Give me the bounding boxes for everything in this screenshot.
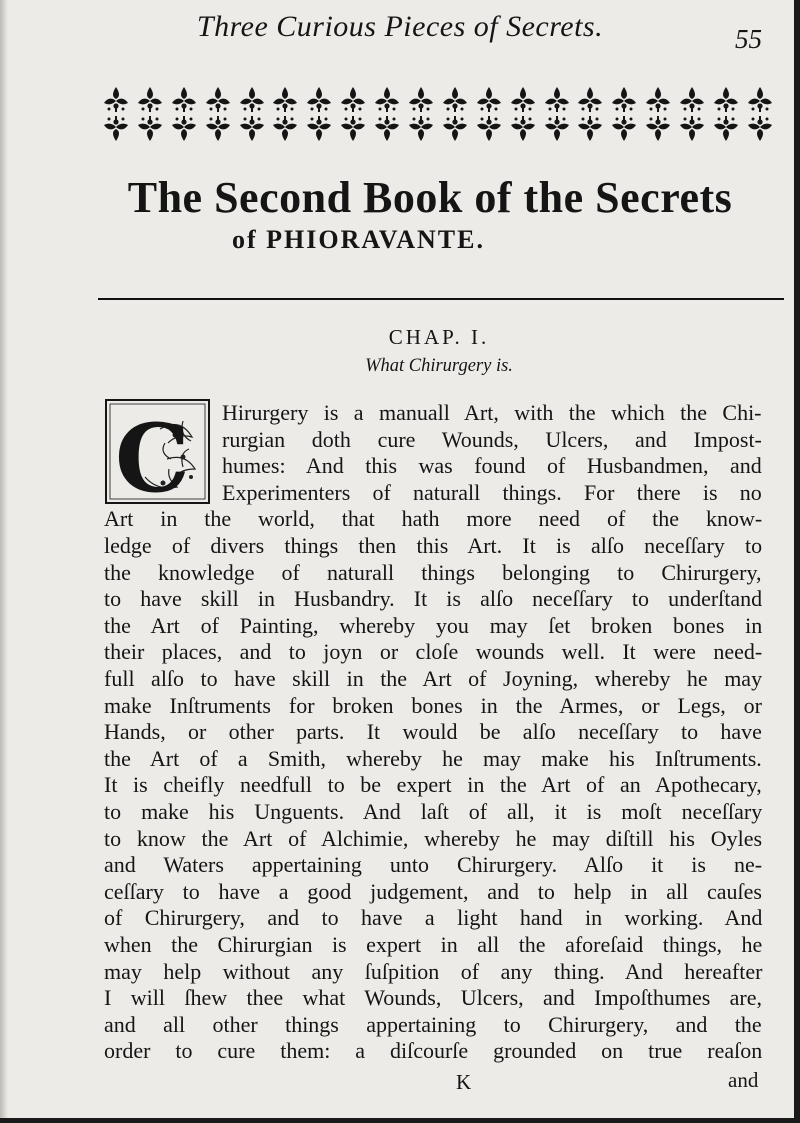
- fleuron-ornament-icon: [373, 85, 401, 113]
- fleuron-ornament-icon: [441, 115, 469, 143]
- fleuron-ornament-icon: [441, 85, 469, 113]
- body-line: Experimenters of naturall things. For there is no: [222, 479, 762, 505]
- body-line: and Waters appertaining unto Chirurgery. Alſo it is ne-: [104, 852, 763, 878]
- body-line: the Art of a Smith, whereby he may make his Inſtruments.: [104, 745, 762, 771]
- page-number: 55: [735, 24, 762, 54]
- body-line: humes: And this was found of Husbandmen, and: [222, 453, 762, 479]
- body-line: full alſo to have skill in the Art of Joyning, whereby he may: [104, 666, 763, 691]
- heading-rule: [98, 298, 784, 300]
- body-line: ceſſary to have a good judgement, and to help in all cauſes: [104, 878, 762, 904]
- fleuron-ornament-icon: [170, 115, 198, 143]
- fleuron-ornament-icon: [238, 115, 266, 143]
- fleuron-ornament-icon: [576, 85, 604, 113]
- body-line: the Art of Painting, whereby you may ſet broken bones in: [104, 612, 763, 638]
- fleuron-ornament-icon: [204, 85, 232, 113]
- fleuron-ornament-icon: [712, 115, 740, 143]
- fleuron-ornament-icon: [610, 115, 638, 143]
- signature-mark: K: [456, 1070, 472, 1094]
- fleuron-ornament-icon: [475, 115, 503, 143]
- fleuron-ornament-icon: [339, 115, 367, 143]
- body-line: rurgian doth cure Wounds, Ulcers, and Impost-: [222, 426, 762, 452]
- fleuron-ornament-icon: [204, 115, 232, 143]
- body-line: make Inſtruments for broken bones in the Armes, or Legs, or: [104, 692, 762, 718]
- catchword: and: [728, 1068, 759, 1092]
- fleuron-ornament-icon: [678, 115, 706, 143]
- fleuron-ornament-icon: [746, 115, 774, 143]
- fleuron-ornament-icon: [373, 115, 401, 143]
- body-line: to make his Unguents. And laſt of all, it is moſt neceſſary: [104, 799, 763, 824]
- body-line: Hands, or other parts. It would be alſo neceſſary to have: [104, 719, 762, 745]
- page-spine-shadow: [0, 0, 8, 1118]
- fleuron-ornament-icon: [746, 85, 774, 113]
- body-line: when the Chirurgian is expert in all the aforeſaid things, he: [104, 932, 763, 957]
- drop-cap-letter: C: [115, 404, 190, 504]
- book-title: The Second Book of the Secrets: [127, 173, 733, 222]
- fleuron-ornament-icon: [407, 115, 435, 143]
- fleuron-ornament-icon: [610, 85, 638, 113]
- fleuron-ornament-icon: [102, 85, 130, 113]
- chapter-title: What Chirurgery is.: [365, 356, 513, 376]
- fleuron-ornament-icon: [543, 85, 571, 113]
- body-line: I will ſhew thee what Wounds, Ulcers, and Impoſthumes are,: [104, 985, 763, 1011]
- fleuron-ornament-icon: [102, 115, 130, 143]
- fleuron-ornament-icon: [509, 115, 537, 143]
- fleuron-ornament-icon: [271, 115, 299, 143]
- fleuron-ornament-icon: [576, 115, 604, 143]
- fleuron-ornament-icon: [170, 85, 198, 113]
- fleuron-ornament-icon: [678, 85, 706, 113]
- fleuron-ornament-icon: [644, 85, 672, 113]
- fleuron-ornament-icon: [407, 85, 435, 113]
- fleuron-ornament-icon: [339, 85, 367, 113]
- fleuron-ornament-icon: [136, 115, 164, 143]
- body-line: may help without any ſuſpition of any thing. And hereafter: [104, 958, 763, 984]
- body-line: Art in the world, that hath more need of the know-: [104, 506, 763, 532]
- ornament-band-bottom: [102, 114, 774, 144]
- body-line: the knowledge of naturall things belonging to Chirurgery,: [104, 559, 762, 585]
- body-line: Hirurgery is a manuall Art, with the which the Chi-: [222, 400, 762, 425]
- chapter-heading: CHAP. I.: [388, 325, 490, 349]
- fleuron-ornament-icon: [305, 115, 333, 143]
- body-line: to know the Art of Alchimie, whereby he may diſtill his Oyles: [104, 825, 763, 851]
- fleuron-ornament-icon: [644, 115, 672, 143]
- fleuron-ornament-icon: [712, 85, 740, 113]
- book-subtitle: of PHIORAVANTE.: [232, 225, 485, 254]
- body-line: It is cheifly needfull to be expert in the Art of an Apothecary,: [104, 772, 762, 798]
- fleuron-ornament-icon: [271, 85, 299, 113]
- fleuron-ornament-icon: [136, 85, 164, 113]
- fleuron-ornament-icon: [543, 115, 571, 143]
- body-line: their places, and to joyn or cloſe wounds well. It were need-: [104, 639, 763, 665]
- body-line: to have skill in Husbandry. It is alſo neceſſary to underſtand: [104, 586, 763, 612]
- fleuron-ornament-icon: [475, 85, 503, 113]
- fleuron-ornament-icon: [509, 85, 537, 113]
- fleuron-ornament-icon: [238, 85, 266, 113]
- body-line: order to cure them: a diſcourſe grounded on true reaſon: [104, 1038, 763, 1064]
- drop-cap-initial: [105, 399, 210, 504]
- body-line: ledge of divers things then this Art. It is alſo neceſſary to: [104, 533, 763, 558]
- running-head: Three Curious Pieces of Secrets.: [196, 10, 604, 43]
- body-line: and all other things appertaining to Chirurgery, and the: [104, 1011, 762, 1037]
- fleuron-ornament-icon: [305, 85, 333, 113]
- body-line: of Chirurgery, and to have a light hand in working. And: [104, 905, 763, 931]
- ornament-band-top: [102, 84, 774, 114]
